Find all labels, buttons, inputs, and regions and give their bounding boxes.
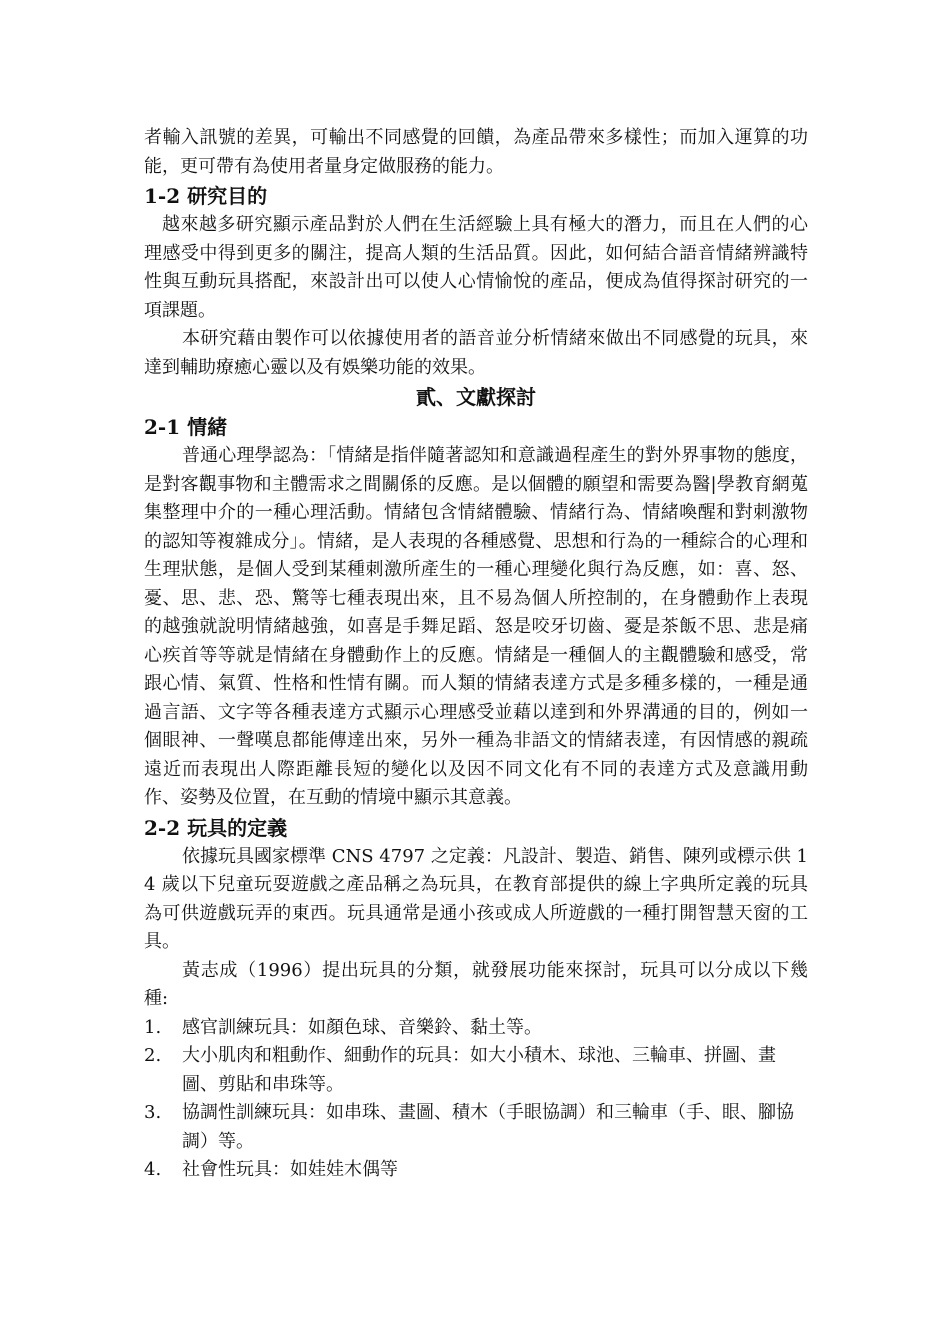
section-heading-1-2: 1-2 研究目的	[144, 184, 268, 208]
section-1-2-paragraph-1: 越來越多研究顯示產品對於人們在生活經驗上具有極大的潛力，而且在人們的心理感受中得到更多的關注，提高人類的生活品質。因此，如何結合語音情緒辨識特性與互動玩具搭配，來設計出可以使人心情愉悅的產品，便成為值得探討研究的一項課題。	[144, 214, 808, 321]
section-2-1-paragraph: 普通心理學認為：「情緒是指伴隨著認知和意識過程產生的對外界事物的態度，是對客觀事物和主體需求之間關係的反應。是以個體的願望和需要為醫|學教育網蒐集整理中介的一種心理活動。情緒包含情緒體驗、情緒行為、情緒喚醒和對刺激物的認知等複雜成分」。情緒，是人表現的各種感覺、思想和行為的一種綜合的心理和生理狀態，是個人受到某種刺激所產生的一種心理變化與行為反應，如：喜、怒、憂、思、悲、恐、驚等七種表現出來，且不易為個人所控制的，在身體動作上表現的越強就說明情緒越強，如喜是手舞足蹈、怒是咬牙切齒、憂是茶飯不思、悲是痛心疾首等等就是情緒在身體動作上的反應。情緒是一種個人的主觀體驗和感受，常跟心情、氣質、性格和性情有關。而人類的情緒表達方式是多種多樣的，一種是通過言語、文字等各種表達方式顯示心理感受並藉以達到和外界溝通的目的，例如一個眼神、一聲嘆息都能傳達出來，另外一種為非語文的情緒表達，有因情感的親疏遠近而表現出人際距離長短的變化以及因不同文化有不同的表達方式及意識用動作、姿勢及位置，在互動的情境中顯示其意義。	[144, 445, 808, 808]
continuation-paragraph: 者輸入訊號的差異，可輸出不同感覺的回饋，為產品帶來多樣性；而加入運算的功能，更可帶有為使用者量身定做服務的能力。	[144, 127, 808, 177]
section-heading-2-1: 2-1 情緒	[144, 415, 228, 439]
list-item-number: 1.	[144, 1016, 162, 1038]
document-page	[144, 124, 808, 1185]
list-item-text: 感官訓練玩具：如顏色球、音樂鈴、黏土等。	[182, 1016, 542, 1038]
list-item	[144, 1099, 808, 1156]
section-2-2-paragraph-2: 黃志成（1996）提出玩具的分類，就發展功能來探討，玩具可以分成以下幾種:	[144, 959, 808, 1009]
section-heading-2-2: 2-2 玩具的定義	[144, 815, 288, 840]
section-1-2-paragraph-2: 本研究藉由製作可以依據使用者的語音並分析情緒來做出不同感覺的玩具，來達到輔助療癒心靈以及有娛樂功能的效果。	[144, 328, 808, 378]
list-item-number: 3.	[144, 1102, 162, 1123]
list-item-text: 協調性訓練玩具：如串珠、畫圖、積木（手眼協調）和三輪車（手、眼、腳協調）等。	[182, 1102, 794, 1152]
list-item-text: 大小肌肉和粗動作、細動作的玩具：如大小積木、球池、三輪車、拼圖、畫圖、剪貼和串珠等。	[182, 1045, 776, 1095]
list-item	[144, 1042, 808, 1099]
list-item-number: 2.	[144, 1045, 162, 1066]
list-item-text: 社會性玩具：如娃娃木偶等	[182, 1159, 398, 1180]
list-item	[144, 1014, 808, 1043]
chapter-title: 貳、文獻探討	[416, 385, 536, 409]
section-2-2-paragraph-1: 依據玩具國家標準 CNS 4797 之定義：凡設計、製造、銷售、陳列或標示供 14 歲以下兒童玩耍遊戲之產品稱之為玩具，在教育部提供的線上字典所定義的玩具為可供遊戲玩弄的東西。玩具通常是通小孩或成人所遊戲的一種打開智慧天窗的工具。	[144, 845, 808, 952]
list-item	[144, 1156, 808, 1185]
toy-classification-list	[144, 1014, 808, 1185]
list-item-number: 4.	[144, 1159, 162, 1180]
